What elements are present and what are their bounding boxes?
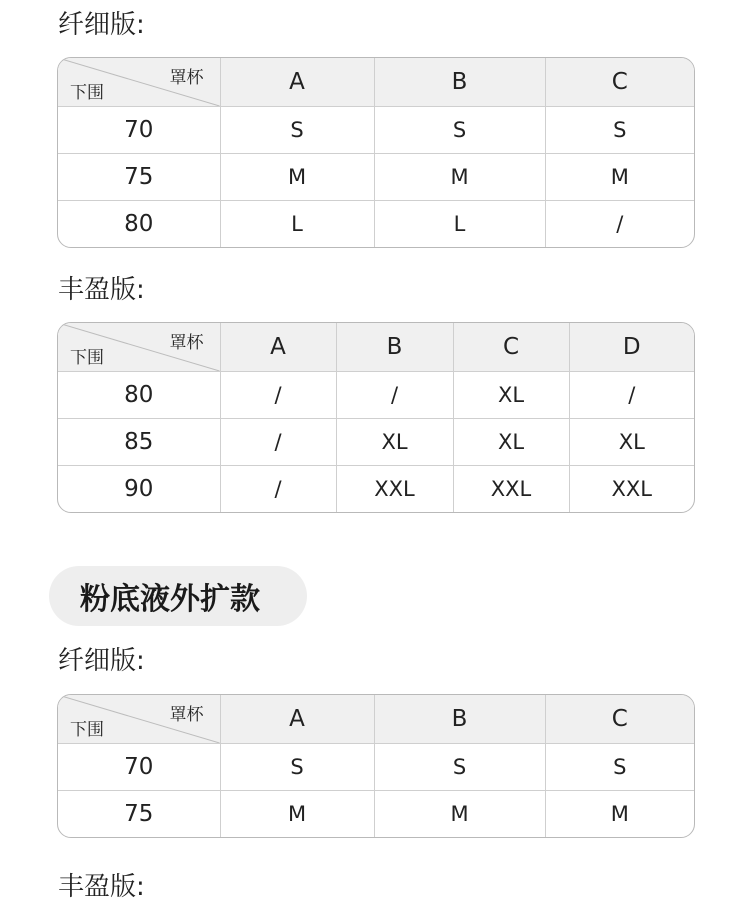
size-cell: / [220, 466, 336, 513]
table-header-row [58, 58, 694, 107]
size-table-slim [57, 57, 695, 248]
size-cell: L [220, 201, 374, 248]
band-size-cell: 70 [58, 744, 220, 791]
size-table-slim-2 [57, 694, 695, 838]
band-label: 下围 [70, 83, 104, 103]
band-size-cell: 75 [58, 791, 220, 838]
cup-header: C [545, 695, 694, 744]
table-row [58, 419, 694, 466]
table-corner-cell [58, 695, 220, 744]
size-cell: M [610, 802, 629, 826]
cup-header: A [220, 323, 336, 372]
band-label: 下围 [70, 348, 104, 368]
size-cell: M [545, 154, 694, 201]
band-size-cell: 80 [58, 201, 220, 248]
band-size-cell: 90 [58, 466, 220, 513]
section-title-full: 丰盈版: [58, 275, 145, 305]
cup-header: A [220, 58, 374, 107]
section-title-slim-2: 纤细版: [58, 646, 145, 676]
band-size-cell: 80 [58, 372, 220, 419]
size-cell: S [545, 107, 694, 154]
size-cell: XXL [336, 466, 453, 513]
size-cell: S [374, 744, 545, 791]
section-title-slim: 纤细版: [58, 10, 145, 40]
size-cell: XL [453, 372, 569, 419]
band-label: 下围 [70, 720, 104, 740]
product-style-badge: 粉底液外扩款 [49, 566, 307, 626]
size-cell: S [374, 107, 545, 154]
size-cell: / [336, 372, 453, 419]
cup-label: 罩杯 [169, 333, 204, 353]
cup-header: C [545, 58, 694, 107]
size-cell: XXL [611, 477, 652, 501]
band-size-cell: 85 [58, 419, 220, 466]
cup-header: B [336, 323, 453, 372]
band-size-cell: 70 [58, 107, 220, 154]
table-row [58, 466, 694, 513]
section-title-full-2: 丰盈版: [58, 872, 145, 902]
table-row [58, 372, 694, 419]
cup-header: B [374, 695, 545, 744]
size-cell: M [374, 791, 545, 838]
size-cell: M [220, 154, 374, 201]
size-cell: L [374, 201, 545, 248]
size-table-full [57, 322, 695, 513]
cup-header: A [220, 695, 374, 744]
size-cell: XL [569, 419, 694, 466]
size-cell: M [374, 154, 545, 201]
size-cell: XXL [453, 466, 569, 513]
size-cell: / [220, 372, 336, 419]
table-row [58, 791, 694, 838]
table-header-row [58, 323, 694, 372]
size-cell: XL [336, 419, 453, 466]
size-cell: S [220, 107, 374, 154]
table-row [58, 154, 694, 201]
cup-header: B [374, 58, 545, 107]
table-header-row [58, 695, 694, 744]
cup-header: C [453, 323, 569, 372]
size-cell: S [220, 744, 374, 791]
size-cell: S [545, 744, 694, 791]
cup-header: D [569, 323, 694, 372]
size-cell: M [220, 791, 374, 838]
table-row [58, 744, 694, 791]
size-cell: / [616, 212, 624, 236]
table-row [58, 201, 694, 248]
cup-label: 罩杯 [169, 68, 204, 88]
table-corner-cell [58, 323, 220, 372]
band-size-cell: 75 [58, 154, 220, 201]
table-row [58, 107, 694, 154]
cup-label: 罩杯 [169, 705, 204, 725]
size-cell: / [569, 372, 694, 419]
size-cell: XL [453, 419, 569, 466]
table-corner-cell [58, 58, 220, 107]
size-cell: / [220, 419, 336, 466]
